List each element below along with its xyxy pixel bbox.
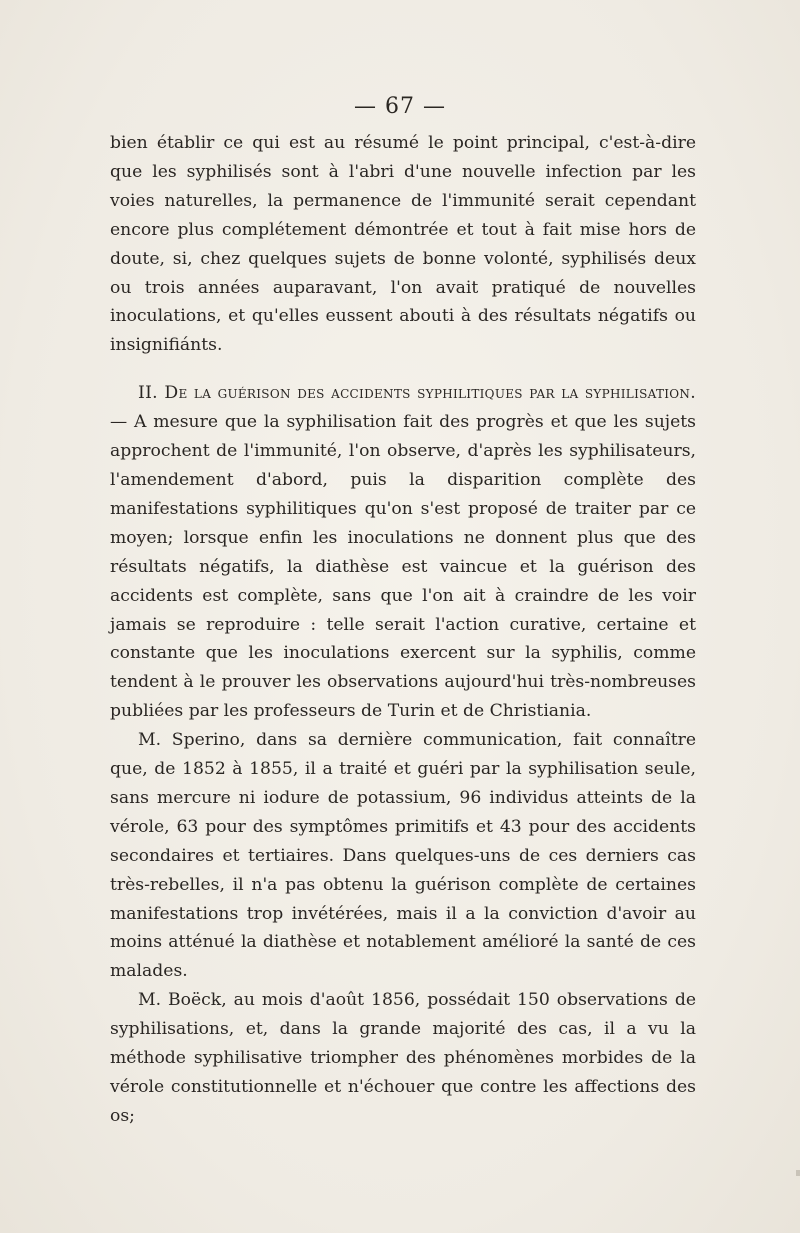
paragraph-3: M. Sperino, dans sa dernière communication, fait connaître que, de 1852 à 1855, il a traité et guéri par la syphilisation seule, sans mercure ni iodure de potassium, 96 individus atteints de la vérole, 63 pour des symptômes primitifs et 43 pour des accidents secondaires et tertiaires. Dans quelques-uns de ces derniers cas très-rebelles, il n'a pas obtenu la guérison complète de certaines manifestations trop invétérées, mais il a la conviction d'avoir au moins atténué la diathèse et notablement amélioré la santé de ces malades. [110, 730, 696, 982]
paragraph-1: bien établir ce qui est au résumé le point principal, c'est-à-dire que les syphilisés sont à l'abri d'une nouvelle infection par les voies naturelles, la permanence de l'immunité serait cependant encore plus complétement démontrée et tout à fait mise hors de doute, si, chez quelques sujets de bonne volonté, syphilisés deux ou trois années auparavant, l'on avait pratiqué de nouvelles inoculations, et qu'elles eussent abouti à des résultats négatifs ou insignifiánts. [110, 133, 696, 356]
paragraph-4: M. Boëck, au mois d'août 1856, possédait 150 observations de syphilisations, et, dans la grande majorité des cas, il a vu la méthode syphilisative triompher des phénomènes morbides de la vérole constitutionnelle et n'échouer que contre les affections des os; [110, 990, 696, 1126]
page-number: — 67 — [354, 94, 446, 119]
page-body [110, 129, 696, 1131]
paragraph-2 [110, 379, 696, 726]
section-heading: II. De la guérison des accidents syphilitiques par la syphilisation. [138, 383, 696, 404]
page-edge-mark [796, 1170, 800, 1176]
paragraph-2-text: — A mesure que la syphilisation fait des progrès et que les sujets approchent de l'immunité, l'on observe, d'après les syphilisateurs, l'amendement d'abord, puis la disparition complète des manifestations syphilitiques qu'on s'est proposé de traiter par ce moyen; lorsque enfin les inoculations ne donnent plus que des résultats négatifs, la diathèse est vaincue et la guérison des accidents est complète, sans que l'on ait à craindre de les voir jamais se reproduire : telle serait l'action curative, certaine et constante que les inoculations exercent sur la syphilis, comme tendent à le prouver les observations aujourd'hui très-nombreuses publiées par les professeurs de Turin et de Christiania. [110, 412, 696, 722]
